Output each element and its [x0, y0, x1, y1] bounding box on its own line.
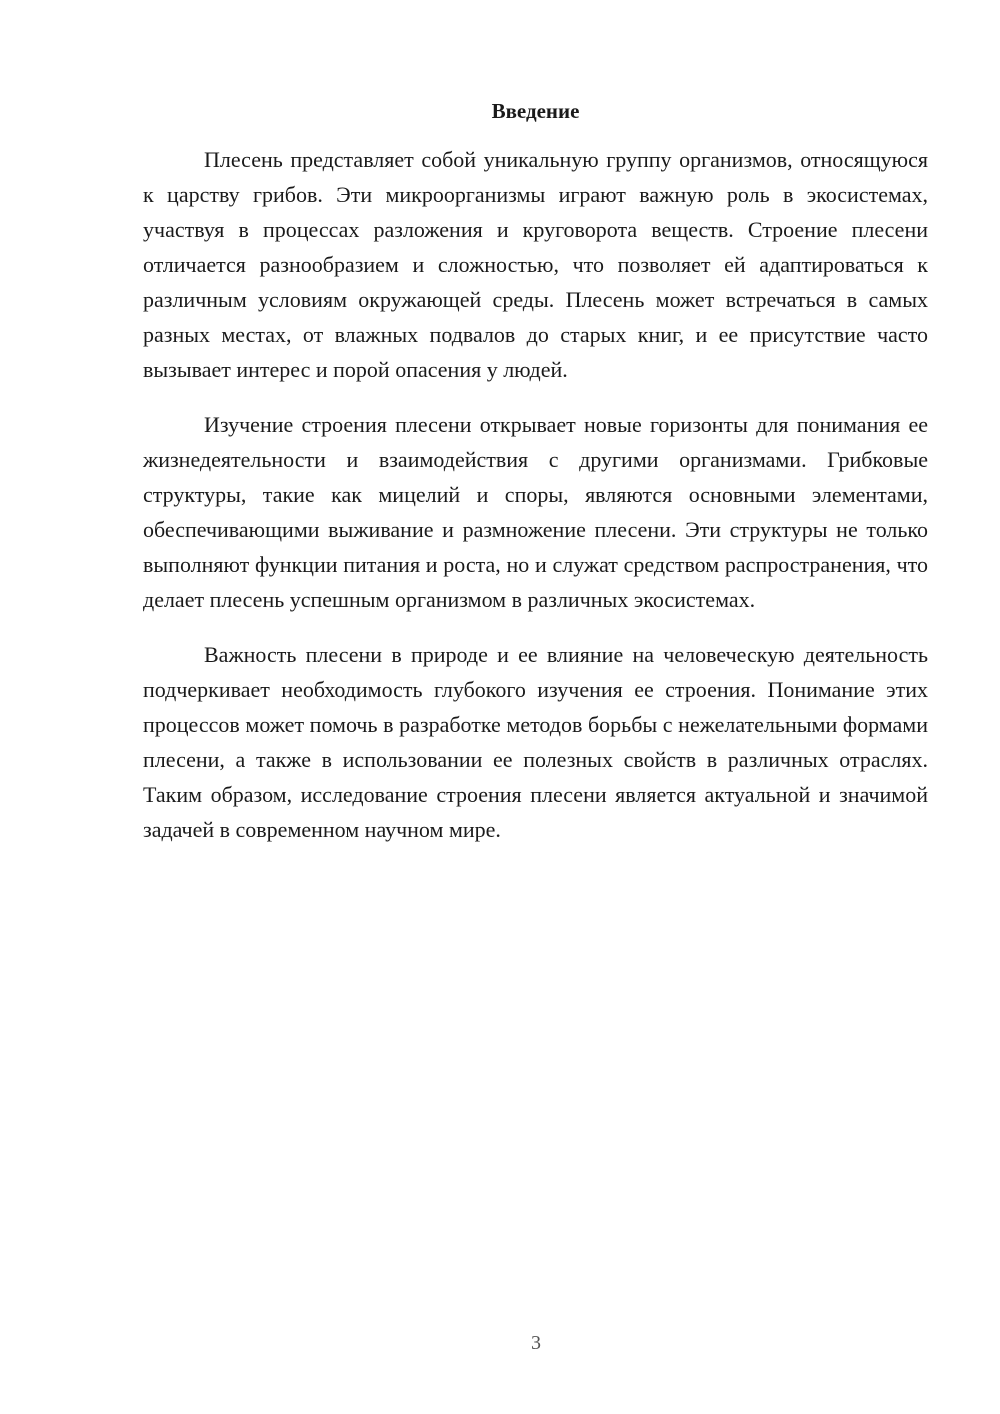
paragraph-1: Плесень представляет собой уникальную группу организмов, относящуюся к царству грибов. Эти микроорганизмы играют важную роль в экосистемах, участвуя в процессах разложения и круговорота веществ. Строение плесени отличается разнообразием и сложностью, что позволяет ей адаптироваться к различным условиям окружающей среды. Плесень может встречаться в самых разных местах, от влажных подвалов до старых книг, и ее присутствие часто вызывает интерес и порой опасения у людей.: [143, 147, 928, 382]
paragraph-3: Важность плесени в природе и ее влияние на человеческую деятельность подчеркивает необходимость глубокого изучения ее строения. Понимание этих процессов может помочь в разработке методов борьбы с нежелательными формами плесени, а также в использовании ее полезных свойств в различных отраслях. Таким образом, исследование строения плесени является актуальной и значимой задачей в современном научном мире.: [143, 642, 928, 842]
page-number: 3: [531, 1332, 541, 1354]
paragraph-2: Изучение строения плесени открывает новые горизонты для понимания ее жизнедеятельности и взаимодействия с другими организмами. Грибковые структуры, такие как мицелий и споры, являются основными элементами, обеспечивающими выживание и размножение плесени. Эти структуры не только выполняют функции питания и роста, но и служат средством распространения, что делает плесень успешным организмом в различных экосистемах.: [143, 412, 928, 612]
body-text: [143, 142, 928, 867]
page-title: Введение: [491, 99, 580, 123]
